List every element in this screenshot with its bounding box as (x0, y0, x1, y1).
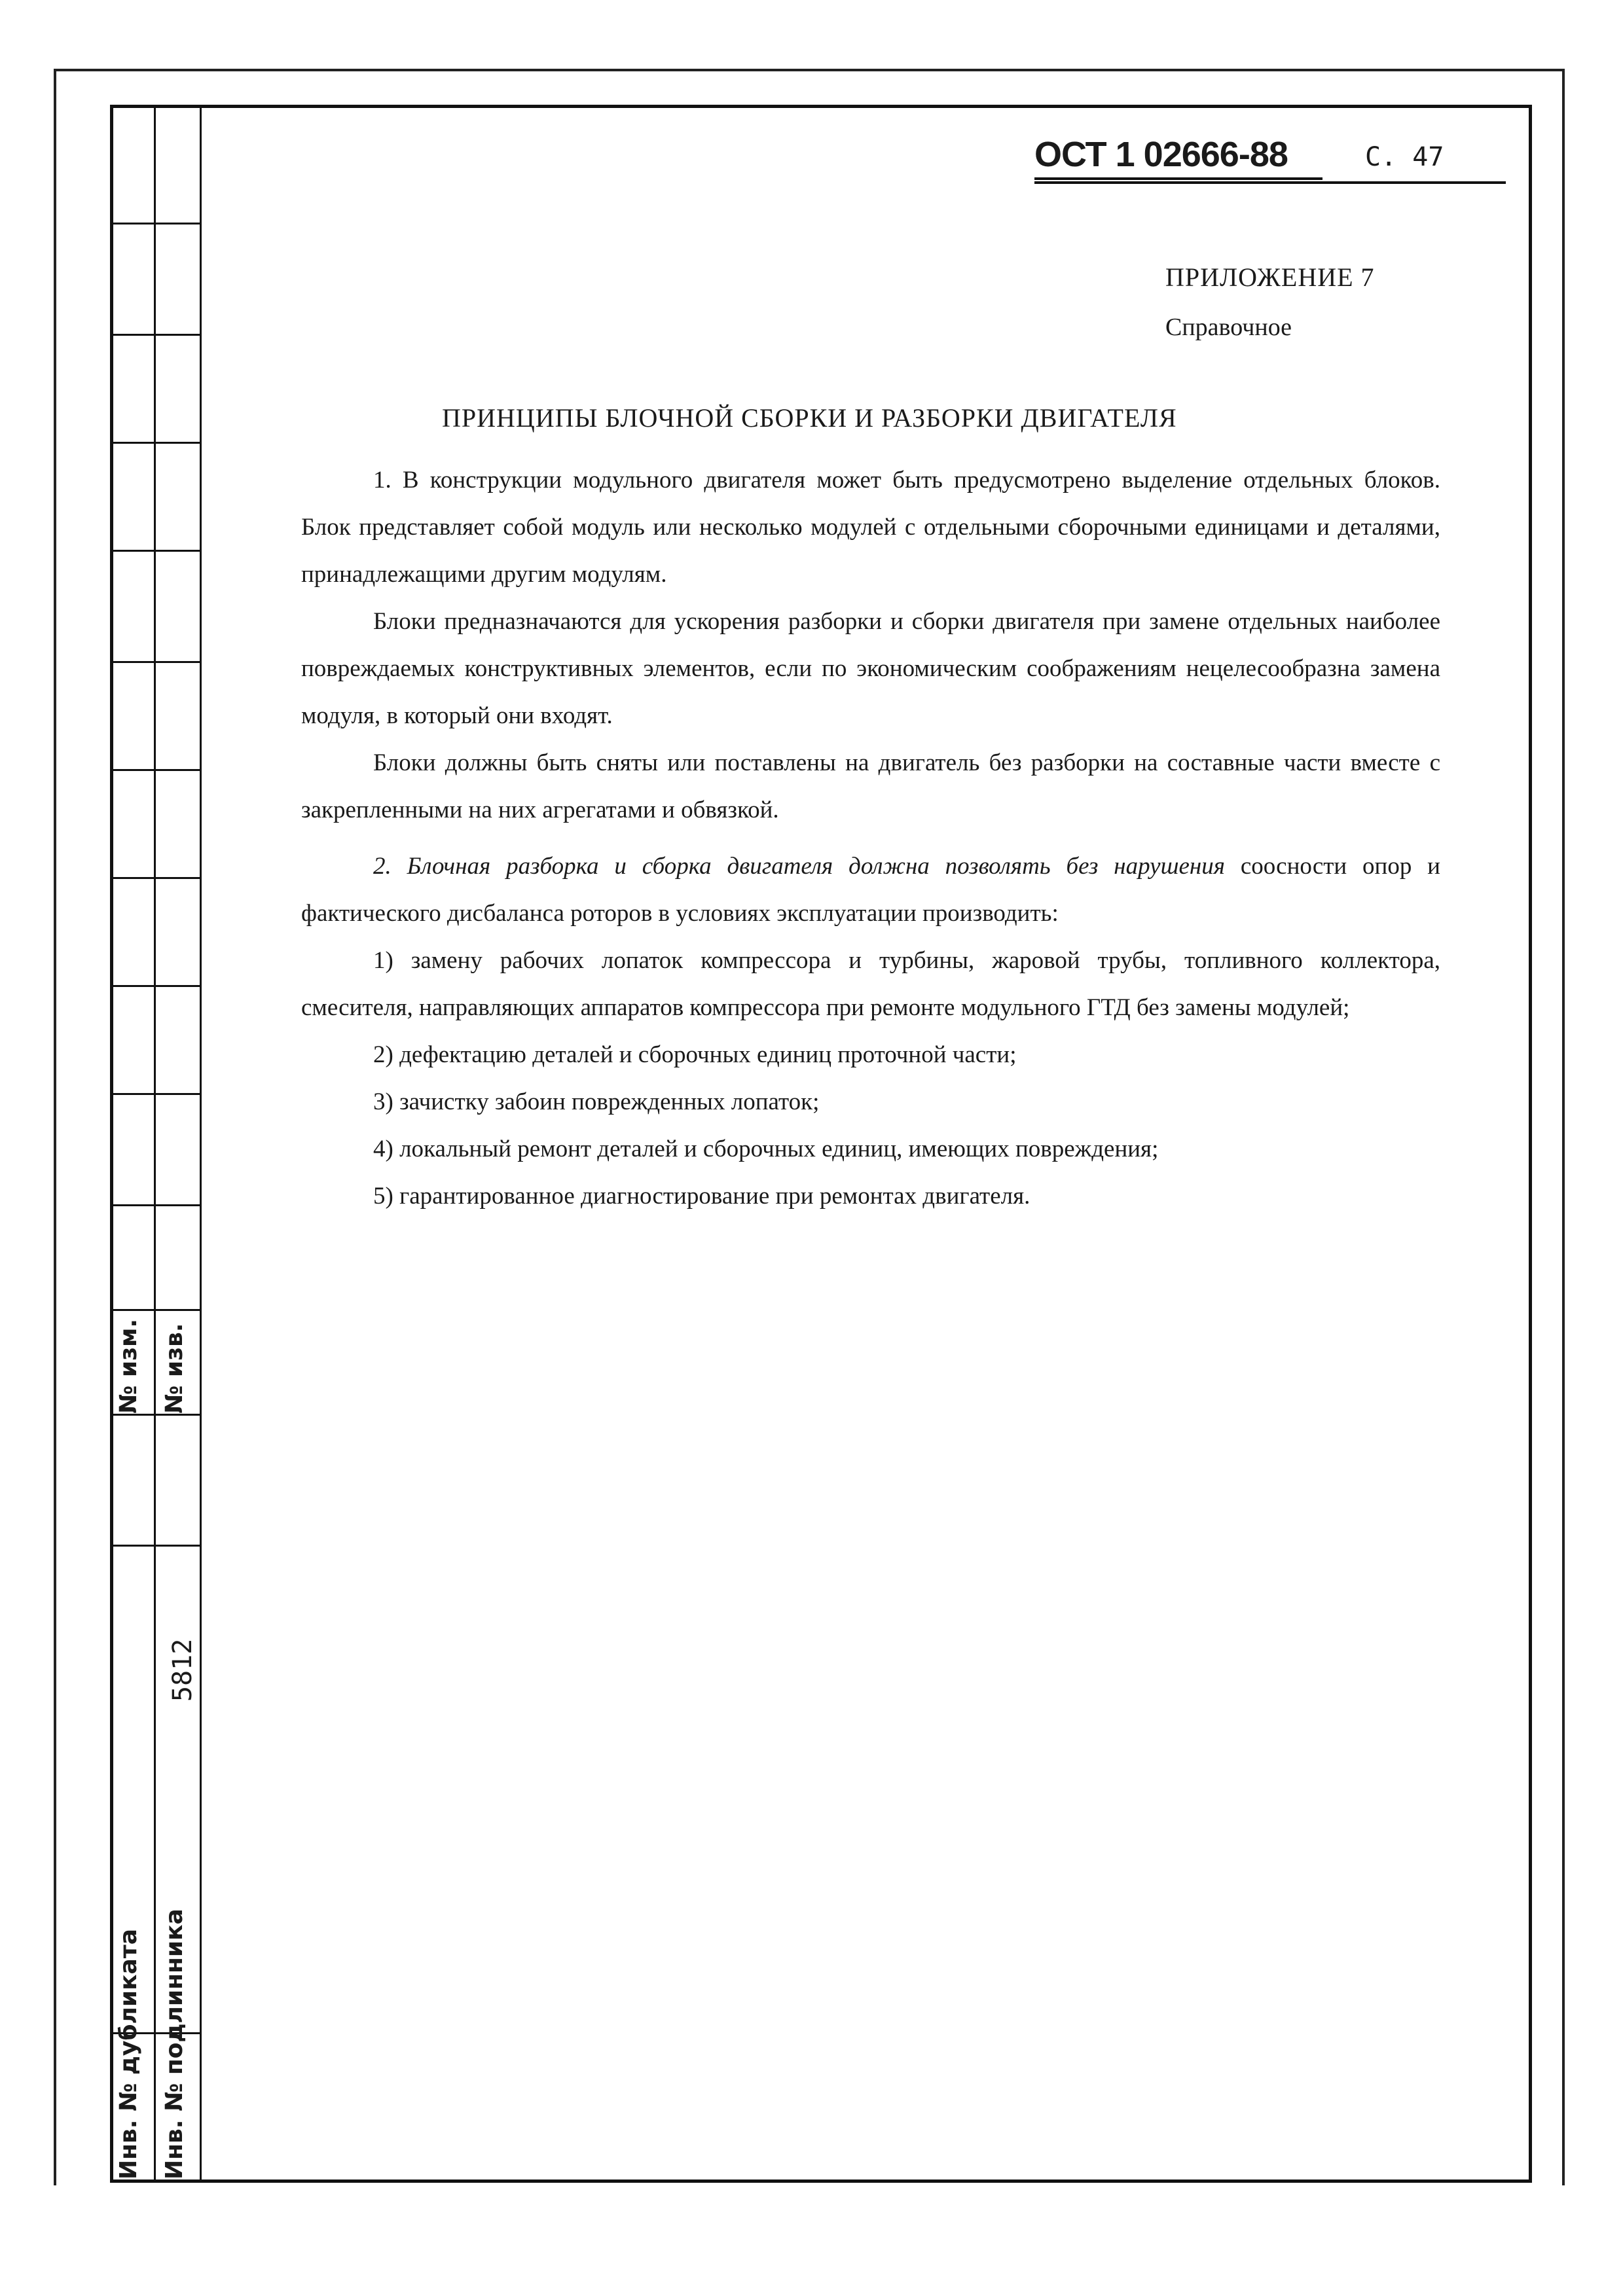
paragraph: Блоки предназначаются для ускорения разборки и сборки двигателя при замене отдельных наиболее повреждаемых конструктивных элементов, если по экономическим соображениям нецелесообразна замена модуля, в который они входят. (301, 608, 1440, 729)
original-label: Инв. № подлинника (161, 1909, 188, 2179)
paragraph: Блоки должны быть сняты или поставлены на двигатель без разборки на составные части вместе с закрепленными на них агрегатами и обвязкой. (301, 749, 1440, 823)
strip-divider (110, 550, 202, 552)
strip-divider (110, 1204, 202, 1206)
strip-divider (110, 442, 202, 444)
page-header (1034, 134, 1506, 184)
appendix-type: Справочное (1165, 314, 1292, 341)
page-number: С. 47 (1365, 142, 1444, 172)
strip-divider (110, 1414, 202, 1416)
strip-divider (110, 1309, 202, 1311)
section-title: ПРИНЦИПЫ БЛОЧНОЙ СБОРКИ И РАЗБОРКИ ДВИГАТЕЛЯ (442, 403, 1177, 433)
strip-column-right (156, 105, 202, 2183)
strip-divider (110, 223, 202, 224)
list-item: 4) локальный ремонт деталей и сборочных единиц, имеющих повреждения; (373, 1136, 1159, 1162)
strip-divider (110, 769, 202, 771)
strip-divider (110, 1545, 202, 1547)
margin-strip (110, 105, 202, 2183)
strip-divider (110, 334, 202, 336)
strip-divider (110, 985, 202, 987)
paragraph (301, 843, 1440, 937)
body-text (301, 457, 1440, 1220)
appendix-label: ПРИЛОЖЕНИЕ 7 (1165, 262, 1375, 292)
strip-divider (110, 877, 202, 879)
document-code-underline (1034, 177, 1322, 180)
izm-label: № изм. (115, 1318, 142, 1414)
list-item: 5) гарантированное диагностирование при ремонтах двигателя. (373, 1183, 1030, 1210)
strip-divider (110, 661, 202, 663)
izv-label: № изв. (161, 1323, 188, 1414)
strip-divider (110, 1093, 202, 1095)
list-item: 3) зачистку забоин поврежденных лопаток; (373, 1088, 820, 1115)
list-item: 1) замену рабочих лопаток компрессора и турбины, жаровой трубы, топливного коллектора, смесителя, направляющих аппаратов компрессора при ремонте модульного ГТД без замены модулей; (301, 947, 1440, 1021)
list-item: 2) дефектацию деталей и сборочных единиц проточной части; (373, 1041, 1017, 1068)
document-code: ОСТ 1 02666-88 (1034, 135, 1288, 174)
paragraph: 1. В конструкции модульного двигателя может быть предусмотрено выделение отдельных блоков. Блок представляет собой модуль или несколько модулей с отдельными сборочными единицами и деталями, принадлежащими другим модулям. (301, 467, 1440, 588)
paragraph-rest: соосности опор и фактического дисбаланса роторов в условиях эксплуатации производить: (301, 853, 1440, 927)
duplicate-label: Инв. № дубликата (115, 1929, 142, 2179)
paragraph-lead: 2. Блочная разборка и сборка двигателя должна позволять без нарушения (373, 853, 1225, 880)
original-number: 5812 (168, 1638, 198, 1702)
strip-column-left (110, 105, 156, 2183)
